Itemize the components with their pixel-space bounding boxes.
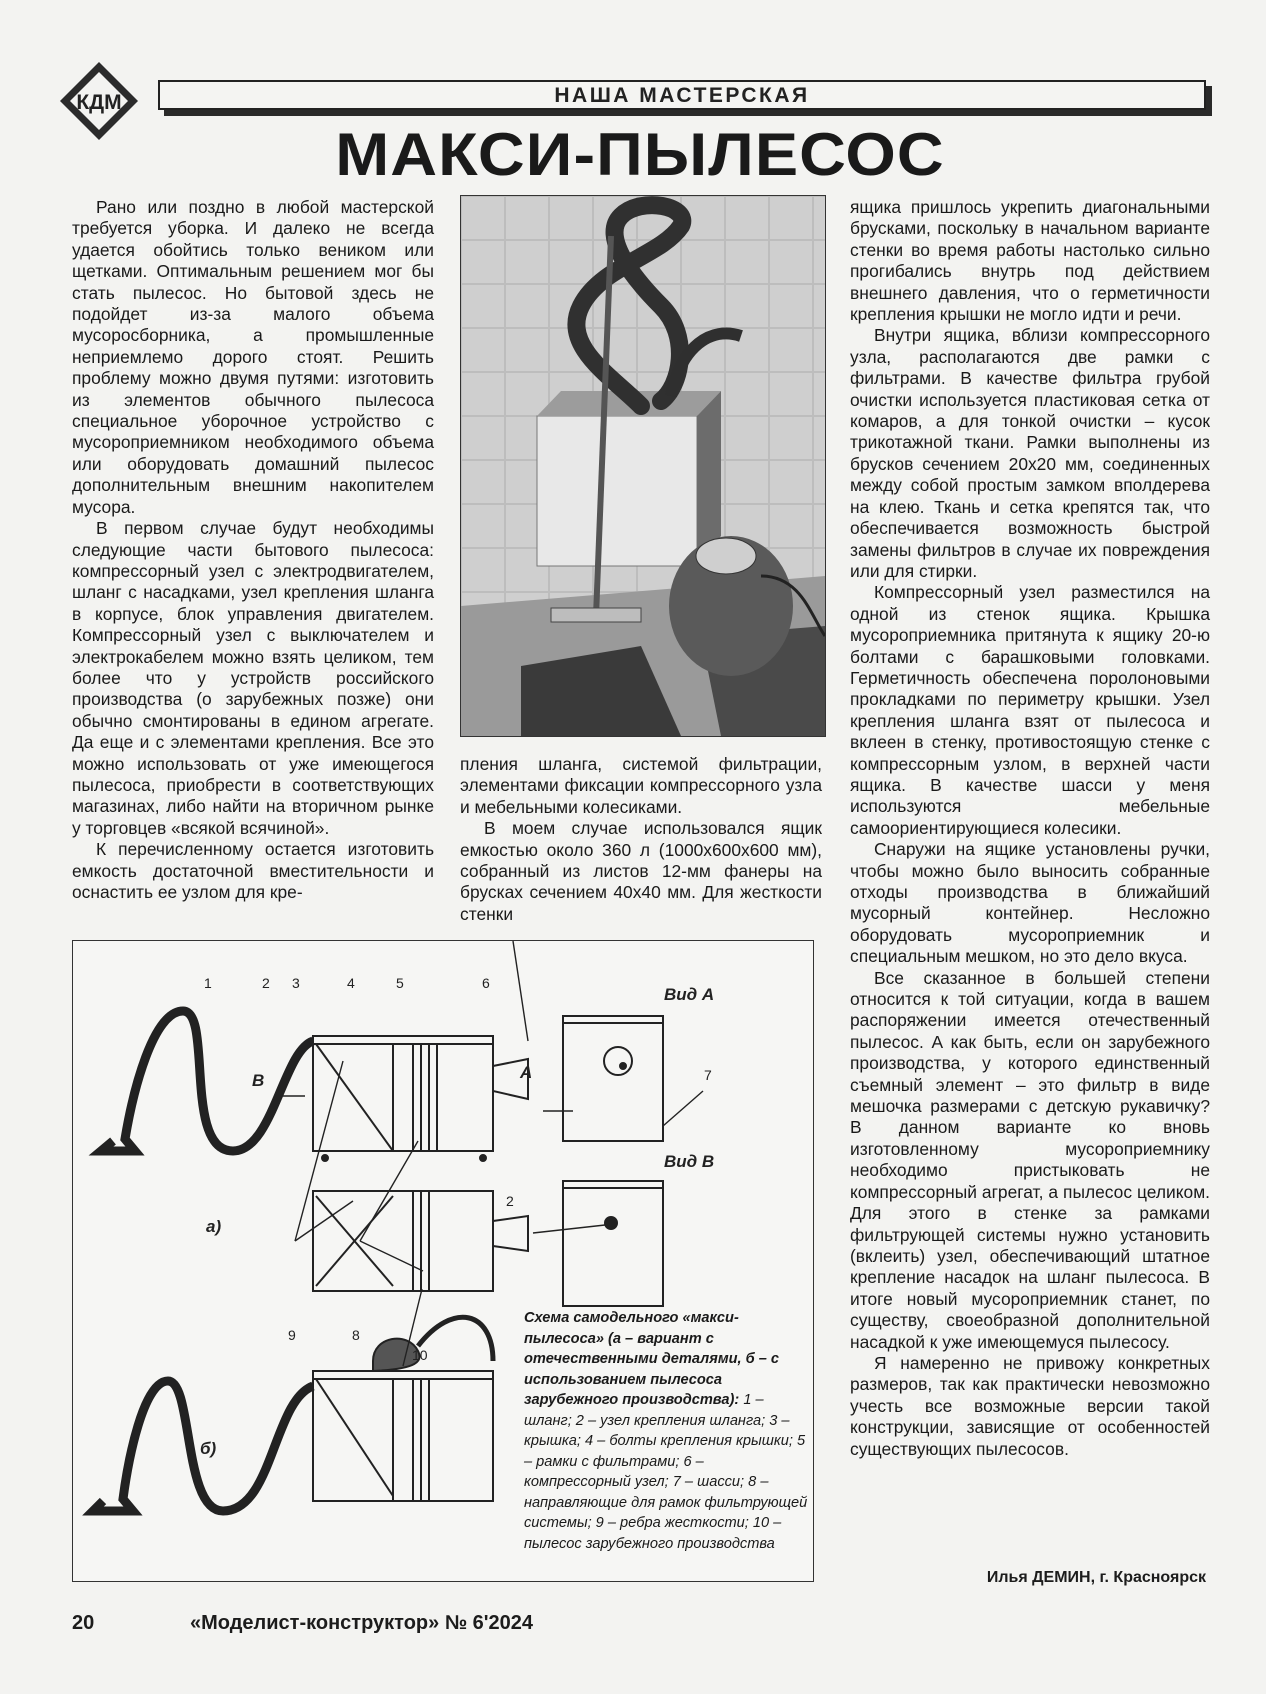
callout-9: 9 — [288, 1327, 296, 1343]
paragraph: Внутри ящика, вблизи компрессорного узла, располагаются две рамки с фильтрами. В качестве фильтра грубой очистки используется пластиковая сетка от комаров, а для тонкой очистки – кусок трикотажной ткани. Рамки выполнены из брусков сечением 20х20 мм, соединенных между собой простым замком вполдерева на клею. Ткань и сетка крепятся так, что обеспечивается возможность быстрой замены фильтров в случае их повреждения или для стирки. — [850, 325, 1210, 581]
paragraph: В моем случае использовался ящик емкостью около 360 л (1000х600х600 мм), собранный из листов 12-мм фанеры на брусках сечением 40х40 мм. Для жесткости стенки — [460, 818, 822, 924]
magazine-issue: «Моделист-конструктор» № 6'2024 — [190, 1612, 534, 1634]
callout-1: 1 — [204, 975, 212, 991]
callout-7: 7 — [704, 1067, 712, 1083]
logo-text: КДМ — [76, 91, 122, 114]
callout-3: 3 — [292, 975, 300, 991]
magazine-logo — [58, 60, 140, 142]
view-b-label: Вид В — [664, 1152, 715, 1171]
callout-8: 8 — [352, 1327, 360, 1343]
paragraph: пления шланга, системой фильтрации, элементами фиксации компрессорного узла и мебельными колесиками. — [460, 754, 822, 817]
callout-6: 6 — [482, 975, 490, 991]
paragraph: Снаружи на ящике установлены ручки, чтобы можно было выносить собранные отходы производства в ближайший мусорный контейнер. Несложно оборудовать мусороприемник и специальным мешком, но это дело вкуса. — [850, 839, 1210, 967]
caption-legend: 1 – шланг; 2 – узел крепления шланга; 3 – крышка; 4 – болты крепления крышки; 5 – рамки с фильтрами; 6 – компрессорный узел; 7 – шасси; 8 – направляющие для рамок фильтрующей системы; 9 – ребра жесткости; 10 – пылесос зарубежного производства — [524, 1392, 808, 1552]
text-column-3 — [850, 197, 1210, 1460]
figure-caption — [524, 1308, 814, 1554]
caption-title: Схема самодельного «макси-пылесоса» (а – вариант с отечественными деталями, б – с использованием пылесоса зарубежного производства): — [524, 1310, 780, 1408]
paragraph: К перечисленному остается изготовить емкость достаточной вместительности и оснастить ее узлом для кре- — [72, 839, 434, 902]
section-label: НАША МАСТЕРСКАЯ — [554, 84, 810, 107]
section-header-band — [158, 80, 1206, 110]
paragraph: Компрессорный узел разместился на одной из стенок ящика. Крышка мусороприемника притянута к ящику 20-ю болтами с барашковыми головками. Герметичность обеспечена поролоновыми прокладками по периметру крышки. Узел крепления шланга взят от пылесоса и вклеен в стенку, противостоящую стенке с компрессорным узлом, в верхней части ящика. В качестве шасси у меня используются мебельные самоориентирующиеся колесики. — [850, 582, 1210, 838]
callout-10: 10 — [412, 1347, 428, 1363]
callout-4: 4 — [347, 975, 355, 991]
paragraph: Я намеренно не привожу конкретных размеров, так как практически невозможно учесть все возможные версии такой конструкции, зависящие от особенностей существующих пылесосов. — [850, 1352, 1210, 1459]
page-number: 20 — [72, 1612, 95, 1634]
callout-2b: 2 — [506, 1193, 514, 1209]
paragraph: Рано или поздно в любой мастерской требуется уборка. И далеко не всегда удается обойтись только веником или щетками. Оптимальным решением мог бы стать пылесос. Но бытовой здесь не подойдет из-за малого объема мусоросборника, а промышленные неприемлемо дорого стоят. Решить проблему можно двумя путями: изготовить из элементов обычного пылесоса специальное уборочное устройство с мусороприемником необходимого объема или оборудовать домашний пылесос дополнительным внешним накопителем мусора. — [72, 197, 434, 517]
callout-2: 2 — [262, 975, 270, 991]
author-signature: Илья ДЕМИН, г. Красноярск — [986, 1569, 1206, 1586]
variant-a-label: а) — [206, 1217, 222, 1236]
text-column-1 — [72, 197, 434, 903]
vacuum-photo — [460, 195, 826, 737]
arrow-b-label: В — [252, 1071, 265, 1090]
callout-5: 5 — [396, 975, 404, 991]
view-a-label: Вид А — [664, 985, 715, 1004]
paragraph: Все сказанное в большей степени относится к той ситуации, когда в вашем распоряжении имеется отечественный пылесос. А как быть, если он зарубежного производства, у которого единственный съемный элемент – это фильтр в виде мешочка размерами с детскую рукавичку? В данном варианте ко вновь изготовленному мусороприемнику необходимо пристыковать не компрессорный агрегат, а пылесос целиком. Для этого в стенке за рамками фильтрующей системы нужно установить (вклеить) узел, обеспечивающий штатное крепление насадок на шланг пылесоса. В итоге новый мусороприемник станет, по существу, своеобразной дополнительной насадкой к уже имеющемуся пылесосу. — [850, 967, 1210, 1352]
text-column-2 — [460, 754, 822, 925]
arrow-a-label: А — [520, 1063, 533, 1082]
variant-b-label: б) — [200, 1439, 217, 1458]
paragraph: В первом случае будут необходимы следующие части бытового пылесоса: компрессорный узел с электродвигателем, шланг с насадками, узел крепления шланга в корпусе, блок управления двигателем. Компрессорный узел с выключателем и электрокабелем можно взять целиком, тем более что у устройств российского производства (о зарубежных позже) они обычно смонтированы в едином агрегате. Да еще и с элементами крепления. Все это можно использовать от уже имеющегося пылесоса, приобрести в соответствующих магазинах, либо найти на вторичном рынке у торговцев «всякой всячиной». — [72, 518, 434, 838]
paragraph: ящика пришлось укрепить диагональными брусками, поскольку в начальном варианте стенки во время работы настолько сильно прогибались внутрь под действием внешнего давления, что о герметичности крепления крышки не могло идти и речи. — [850, 197, 1210, 325]
article-title: МАКСИ-ПЫЛЕСОС — [335, 121, 945, 188]
